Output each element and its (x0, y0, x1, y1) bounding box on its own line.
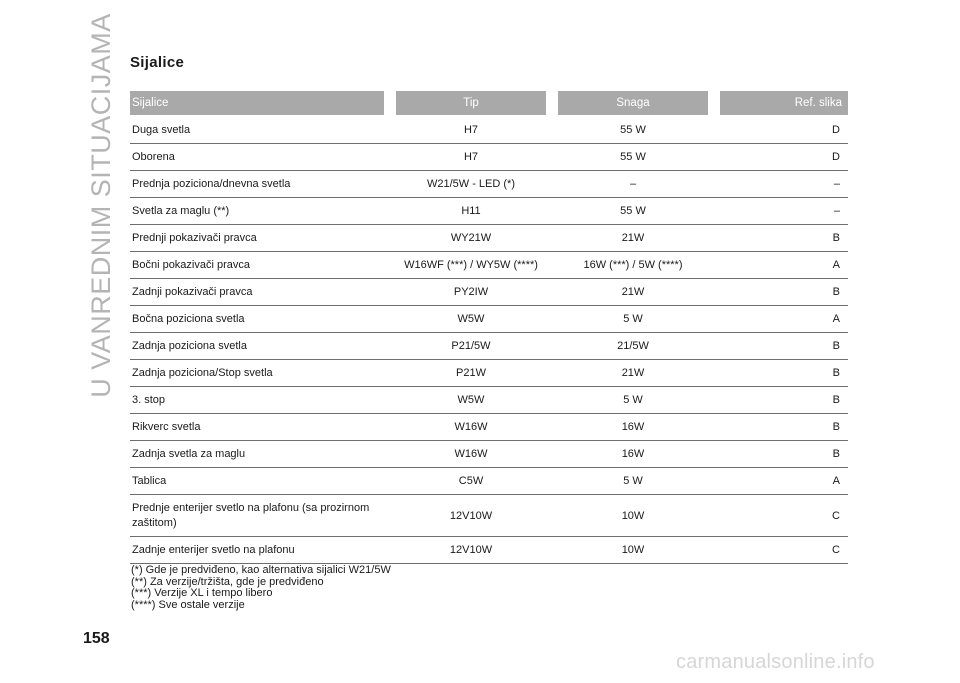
cell-power: 55 W (620, 205, 646, 217)
cell-type: W16WF (***) / WY5W (****) (404, 259, 538, 271)
table-row (130, 414, 848, 441)
table-row (130, 468, 848, 495)
cell-ref: B (832, 421, 840, 433)
cell-type: P21W (456, 367, 486, 379)
watermark: carmanualsonline.info (676, 651, 875, 673)
cell-power: 16W (621, 421, 645, 433)
page-number: 158 (83, 630, 110, 647)
cell-bulb: Prednje enterijer svetlo na plafonu (sa prozirnom zaštitom) (132, 501, 370, 529)
cell-power: 16W (621, 448, 645, 460)
cell-type: W5W (457, 313, 485, 325)
cell-ref: A (832, 259, 840, 271)
cell-bulb: Zadnje enterijer svetlo na plafonu (132, 543, 295, 556)
header-power: Snaga (558, 91, 708, 115)
cell-ref: – (833, 205, 840, 217)
cell-ref: C (832, 544, 840, 556)
cell-power: 21W (621, 367, 645, 379)
cell-ref: D (832, 151, 840, 163)
cell-type: P21/5W (451, 340, 491, 352)
cell-type: W21/5W - LED (*) (426, 178, 515, 190)
cell-bulb: 3. stop (132, 393, 166, 406)
header-type: Tip (396, 91, 546, 115)
cell-power: 10W (621, 509, 645, 522)
table-row (130, 144, 848, 171)
header-bulb: Sijalice (130, 91, 384, 115)
cell-bulb: Zadnja poziciona svetla (132, 339, 247, 352)
cell-type: H7 (463, 151, 479, 163)
table-row (130, 225, 848, 252)
table-row (130, 198, 848, 225)
cell-bulb: Prednja poziciona/dnevna svetla (132, 177, 291, 190)
cell-type: W16W (454, 421, 488, 433)
cell-bulb: Svetla za maglu (**) (132, 204, 230, 217)
cell-bulb: Bočni pokazivači pravca (132, 258, 251, 271)
cell-type: C5W (458, 475, 484, 487)
cell-bulb: Tablica (132, 474, 167, 487)
cell-bulb: Rikverc svetla (132, 420, 201, 433)
table-row (130, 333, 848, 360)
cell-ref: B (832, 367, 840, 379)
cell-ref: – (833, 178, 840, 190)
table-row (130, 279, 848, 306)
table-header (130, 91, 848, 115)
cell-ref: D (832, 124, 840, 136)
header-ref: Ref. slika (720, 91, 848, 115)
cell-bulb: Oborena (132, 150, 175, 163)
bulbs-table (130, 91, 848, 564)
table-row (130, 306, 848, 333)
cell-ref: B (832, 340, 840, 352)
cell-ref: B (832, 286, 840, 298)
cell-power: – (629, 178, 637, 190)
footnote: (***) Verzije XL i tempo libero (131, 587, 273, 599)
section-side-title (84, 12, 118, 398)
cell-power: 5 W (623, 475, 643, 487)
footnote: (****) Sve ostale verzije (131, 598, 245, 611)
cell-ref: A (832, 313, 840, 325)
cell-type: WY21W (450, 232, 492, 244)
cell-ref: C (832, 509, 840, 522)
cell-type: 12V10W (449, 544, 493, 556)
cell-power: 10W (621, 544, 645, 556)
cell-ref: A (832, 475, 840, 487)
table-row (130, 387, 848, 414)
cell-power: 55 W (620, 124, 646, 136)
section-side-title-text: U VANREDNIM SITUACIJAMA (85, 12, 116, 398)
cell-power: 5 W (623, 394, 643, 406)
cell-type: W16W (454, 448, 488, 460)
table-row (130, 495, 848, 537)
cell-type: PY2IW (453, 286, 489, 298)
cell-power: 21W (621, 286, 645, 298)
cell-bulb: Bočna poziciona svetla (132, 312, 245, 325)
table-row (130, 171, 848, 198)
cell-ref: B (832, 394, 840, 406)
cell-bulb: Zadnja poziciona/Stop svetla (132, 366, 273, 379)
cell-power: 16W (***) / 5W (****) (583, 259, 683, 271)
cell-bulb: Zadnja svetla za maglu (132, 447, 246, 460)
page-heading: Sijalice (130, 54, 185, 71)
cell-type: H7 (463, 124, 479, 136)
table-row (130, 441, 848, 468)
table-body (130, 117, 848, 564)
table-row (130, 360, 848, 387)
table-row (130, 117, 848, 144)
table-row (130, 537, 848, 564)
cell-power: 21W (621, 232, 645, 244)
footnote: (*) Gde je predviđeno, kao alternativa sijalici W21/5W (131, 564, 391, 576)
cell-ref: B (832, 232, 840, 244)
cell-bulb: Prednji pokazivači pravca (132, 231, 257, 244)
footnote: (**) Za verzije/tržišta, gde je predviđeno (131, 575, 324, 588)
cell-power: 21/5W (617, 340, 649, 352)
cell-ref: B (832, 448, 840, 460)
footnotes (131, 565, 391, 611)
cell-bulb: Duga svetla (132, 123, 191, 136)
cell-type: H11 (461, 205, 481, 217)
cell-power: 5 W (623, 313, 643, 325)
cell-type: 12V10W (449, 509, 493, 522)
cell-power: 55 W (620, 151, 646, 163)
table-row (130, 252, 848, 279)
cell-type: W5W (457, 394, 485, 406)
cell-bulb: Zadnji pokazivači pravca (132, 285, 253, 298)
